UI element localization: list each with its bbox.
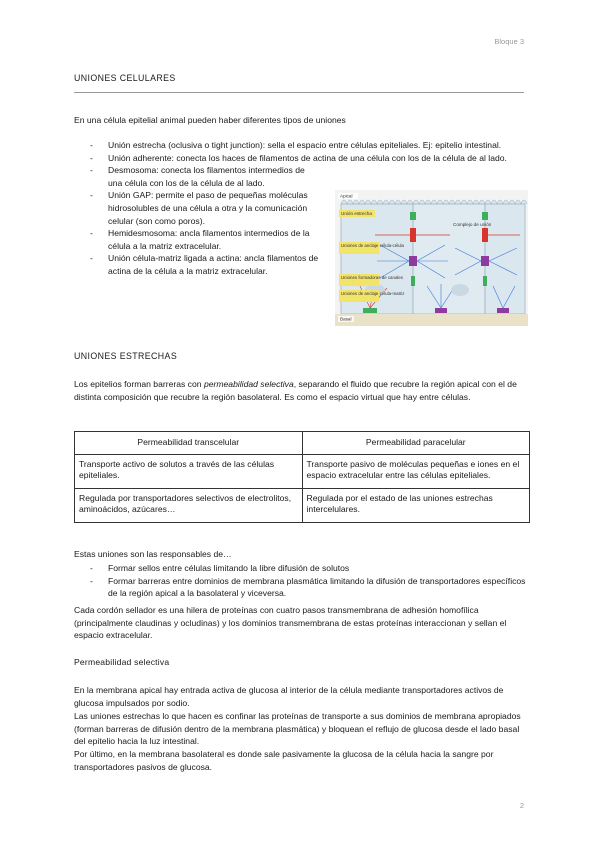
permeability-table	[74, 431, 530, 523]
emphasis-selective-permeability: permeabilidad selectiva	[203, 379, 294, 389]
list-item: - Formar sellos entre células limitando la libre difusión de solutos	[74, 562, 529, 575]
page-number: 2	[519, 801, 524, 810]
basal-lamina	[335, 314, 528, 326]
cell-right	[485, 204, 525, 314]
gap-junction	[483, 276, 487, 286]
tight-junction	[482, 212, 488, 220]
table-header-row	[75, 432, 530, 455]
selective-paragraph-2: Las uniones estrechas lo que hacen es confinar las proteínas de transporte a sus dominios de membrana apropiados (forman barreras de difusión dentro de la membrana plasmática) y bloquean el reflujo de glucosa desde el lado basal del epitelio hacia la luz intestinal.	[74, 711, 521, 747]
desmosome	[481, 256, 489, 266]
hemidesmosome	[435, 308, 447, 313]
table-cell: Transporte activo de solutos a través de las células epiteliales.	[75, 454, 303, 488]
page-title: UNIONES CELULARES	[74, 73, 176, 83]
list-item: - Hemidesmosoma: ancla filamentos intermedios de la célula a la matriz extracelular.	[74, 227, 320, 252]
table-cell: Transporte pasivo de moléculas pequeñas e iones en el espacio extracelular entre las células epiteliales.	[302, 454, 530, 488]
responsibles-list	[74, 562, 529, 600]
table-cell: Regulada por transportadores selectivos de electrolitos, aminoácidos, azúcares…	[75, 488, 303, 522]
tight-junction	[410, 212, 416, 220]
table-row	[75, 454, 530, 488]
title-divider	[74, 92, 524, 93]
cell-middle	[413, 204, 485, 314]
hemidesmosome	[497, 308, 509, 313]
selective-paragraph-3: Por último, en la membrana basolateral es donde sale pasivamente la glucosa de la célula hacia la sangre por transportadores pasivos de glucosa.	[74, 749, 494, 772]
table-header: Permeabilidad paracelular	[302, 432, 530, 455]
adherens-junction	[410, 228, 416, 242]
cell-junctions-diagram	[335, 190, 528, 326]
table-cell: Regulada por el estado de las uniones estrechas intercelulares.	[302, 488, 530, 522]
adherens-junction	[482, 228, 488, 242]
figure-label-complex	[453, 222, 492, 227]
figure-label-basal: Basal	[340, 316, 352, 322]
list-item: - Unión GAP: permite el paso de pequeñas moléculas hidrosolubles de una célula a otra y la comunicación celular (son como poros).	[74, 189, 320, 227]
table-row	[75, 488, 530, 522]
section-heading-tight-junctions: UNIONES ESTRECHAS	[74, 351, 178, 361]
gap-junction	[411, 276, 415, 286]
list-item: - Unión célula-matriz ligada a actina: ancla filamentos de actina de la célula a la matriz extracelular.	[74, 252, 320, 277]
responsibles-paragraph: Cada cordón sellador es una hilera de proteínas con cuatro pasos transmembrana de adhesión homofílica (principalmente claudinas y ocludinas) y los dominios transmembrana de estas proteínas interaccionan y sellan el espacio extracelular.	[74, 605, 507, 641]
selective-paragraph-1: En la membrana apical hay entrada activa de glucosa al interior de la célula mediante transportadores activos de glucosa impulsados por sodio.	[74, 685, 504, 708]
figure-label-tight: Unión estrecha	[341, 211, 372, 216]
intro-paragraph: En una célula epitelial animal pueden haber diferentes tipos de uniones	[74, 115, 346, 125]
figure-label-apical: Apical	[340, 193, 353, 199]
list-item: - Unión adherente: conecta los haces de filamentos de actina de una célula con los de la célula de al lado.	[74, 152, 529, 165]
table-header: Permeabilidad transcelular	[75, 432, 303, 455]
list-item: - Desmosoma: conecta los filamentos intermedios de una célula con los de la célula de al lado.	[74, 164, 320, 189]
responsibles-intro: Estas uniones son las responsables de…	[74, 549, 232, 559]
tight-junctions-paragraph: Los epitelios forman barreras con permeabilidad selectiva, separando el fluido que recubre la región apical con el de distinta composición que recubre la región basolateral. Es como el espacio virtual que hay entre células.	[74, 379, 517, 402]
figure-label-anchoring-matrix: Uniones de anclaje célula-matriz	[341, 291, 405, 296]
actin-matrix-junction	[363, 308, 377, 313]
header-section: Bloque 3	[494, 37, 524, 46]
figure-label-complex-text: Complejo de unión	[453, 222, 492, 227]
list-item: - Formar barreras entre dominios de membrana plasmática limitando la difusión de transportadores específicos de la región apical a la basolateral y viceversa.	[74, 575, 529, 600]
list-item: - Unión estrecha (oclusiva o tight junction): sella el espacio entre células epiteliales. Ej: epitelio intestinal.	[74, 139, 529, 152]
desmosome	[409, 256, 417, 266]
figure-label-channels: Uniones formadoras de canales	[341, 275, 403, 280]
figure-label-anchoring-cell: Uniones de anclaje célula-célula	[341, 243, 404, 248]
section-heading-selective-permeability: Permeabilidad selectiva	[74, 657, 170, 667]
